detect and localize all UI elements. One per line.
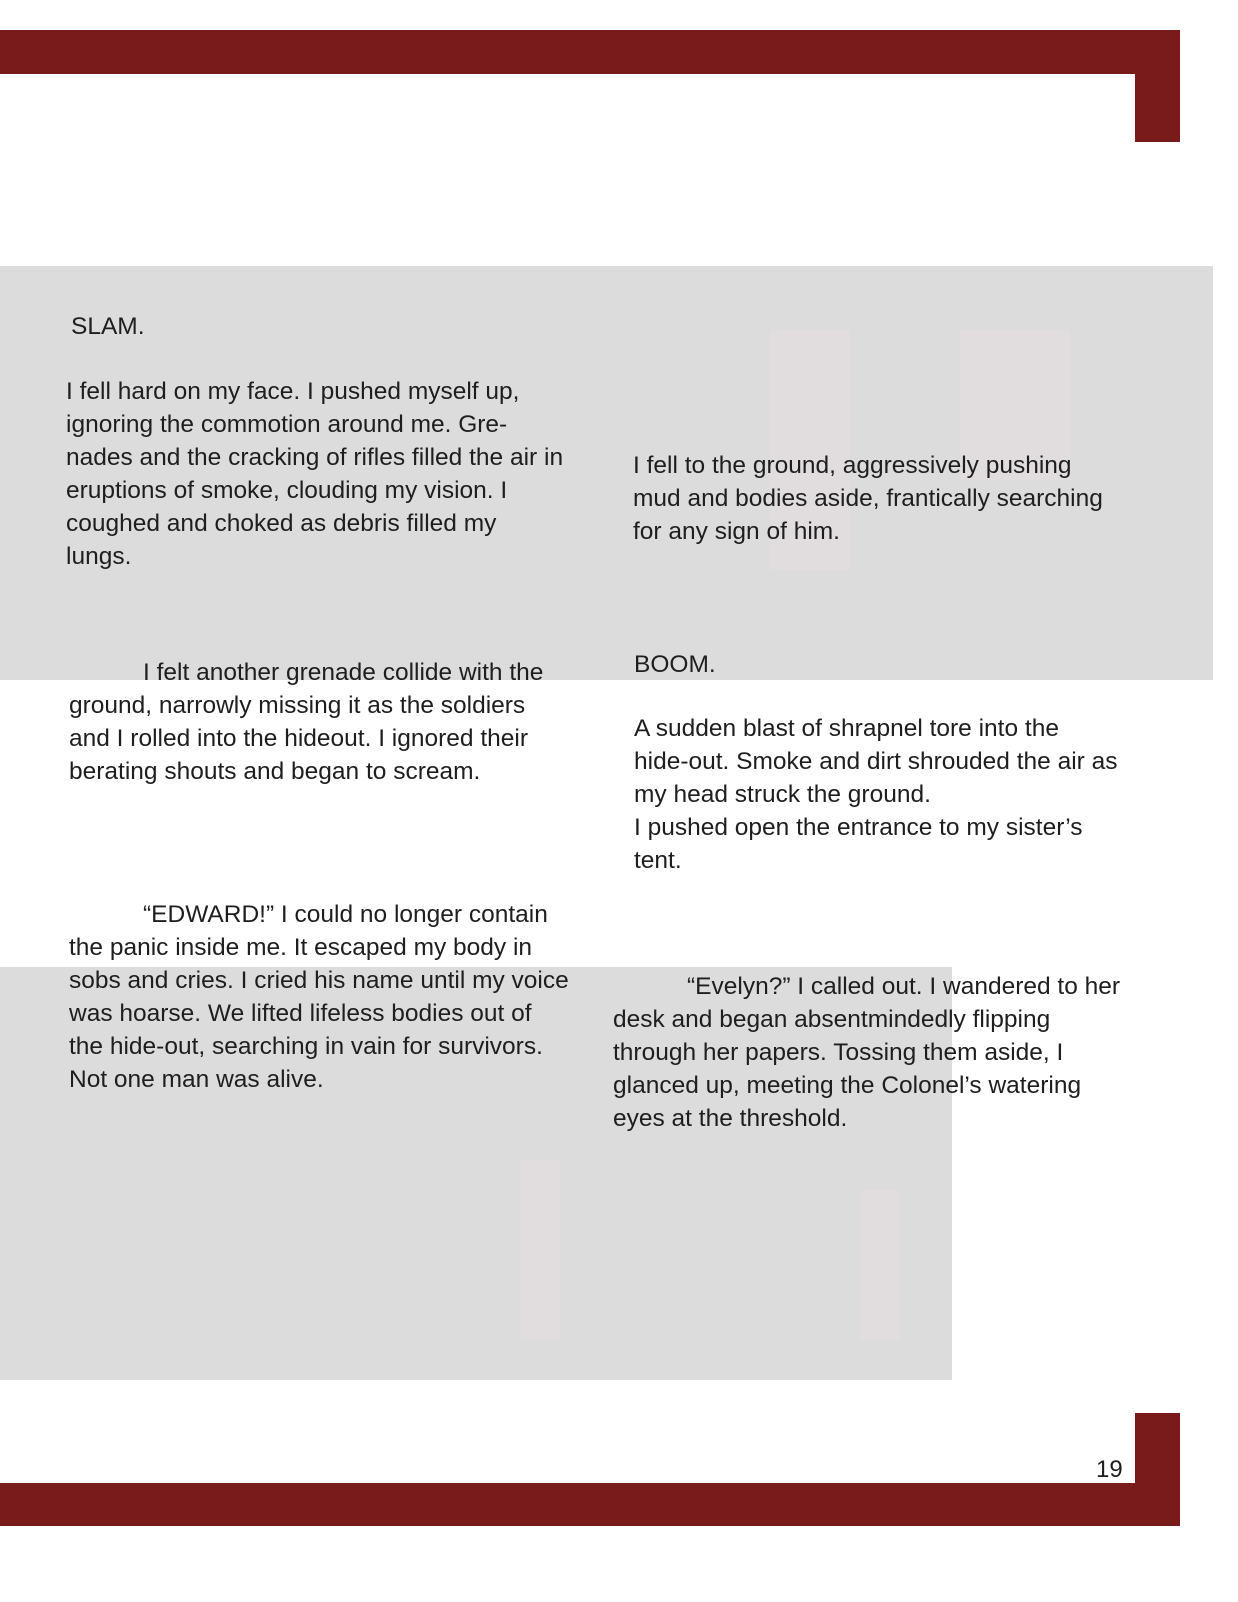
paragraph-shrapnel: A sudden blast of shrapnel tore into the hide-out. Smoke and dirt shrouded the air as my head struck the ground. I pushed open the entrance to my sister’s tent. <box>634 715 1118 874</box>
paragraph-edward: “EDWARD!” I could no longer contain the panic inside me. It escaped my body in sobs and cries. I cried his name until my voice was hoarse. We lifted lifeless bodies out of the hide-out, searching in vain for survivors. Not one man was alive. <box>69 901 569 1093</box>
background-texture-3 <box>520 1160 560 1340</box>
page-number: 19 <box>1096 1456 1123 1483</box>
background-texture-4 <box>860 1190 900 1340</box>
top-corner-block <box>1135 30 1180 142</box>
paragraph-fell-to-ground: I fell to the ground, aggressively pushing mud and bodies aside, frantically searching for any sign of him. <box>633 452 1103 545</box>
slam-heading: SLAM. <box>71 313 145 340</box>
boom-heading: BOOM. <box>634 651 716 678</box>
top-bar <box>0 30 1180 74</box>
paragraph-another-grenade: I felt another grenade collide with the ground, narrowly missing it as the soldiers and I rolled into the hideout. I ignored their berating shouts and began to scream. <box>69 659 544 785</box>
paragraph-fell-hard: I fell hard on my face. I pushed myself up, ignoring the commotion around me. Gre- nades and the cracking of rifles filled the air in eruptions of smoke, clouding my vision. I coughed and choked as debris filled my lungs. <box>66 378 564 570</box>
paragraph-evelyn: “Evelyn?” I called out. I wandered to her desk and began absentmindedly flipping through her papers. Tossing them aside, I glanced up, meeting the Colonel’s watering eyes at the threshold. <box>613 973 1121 1132</box>
bottom-corner-block <box>1135 1413 1180 1526</box>
bottom-bar <box>0 1483 1180 1526</box>
